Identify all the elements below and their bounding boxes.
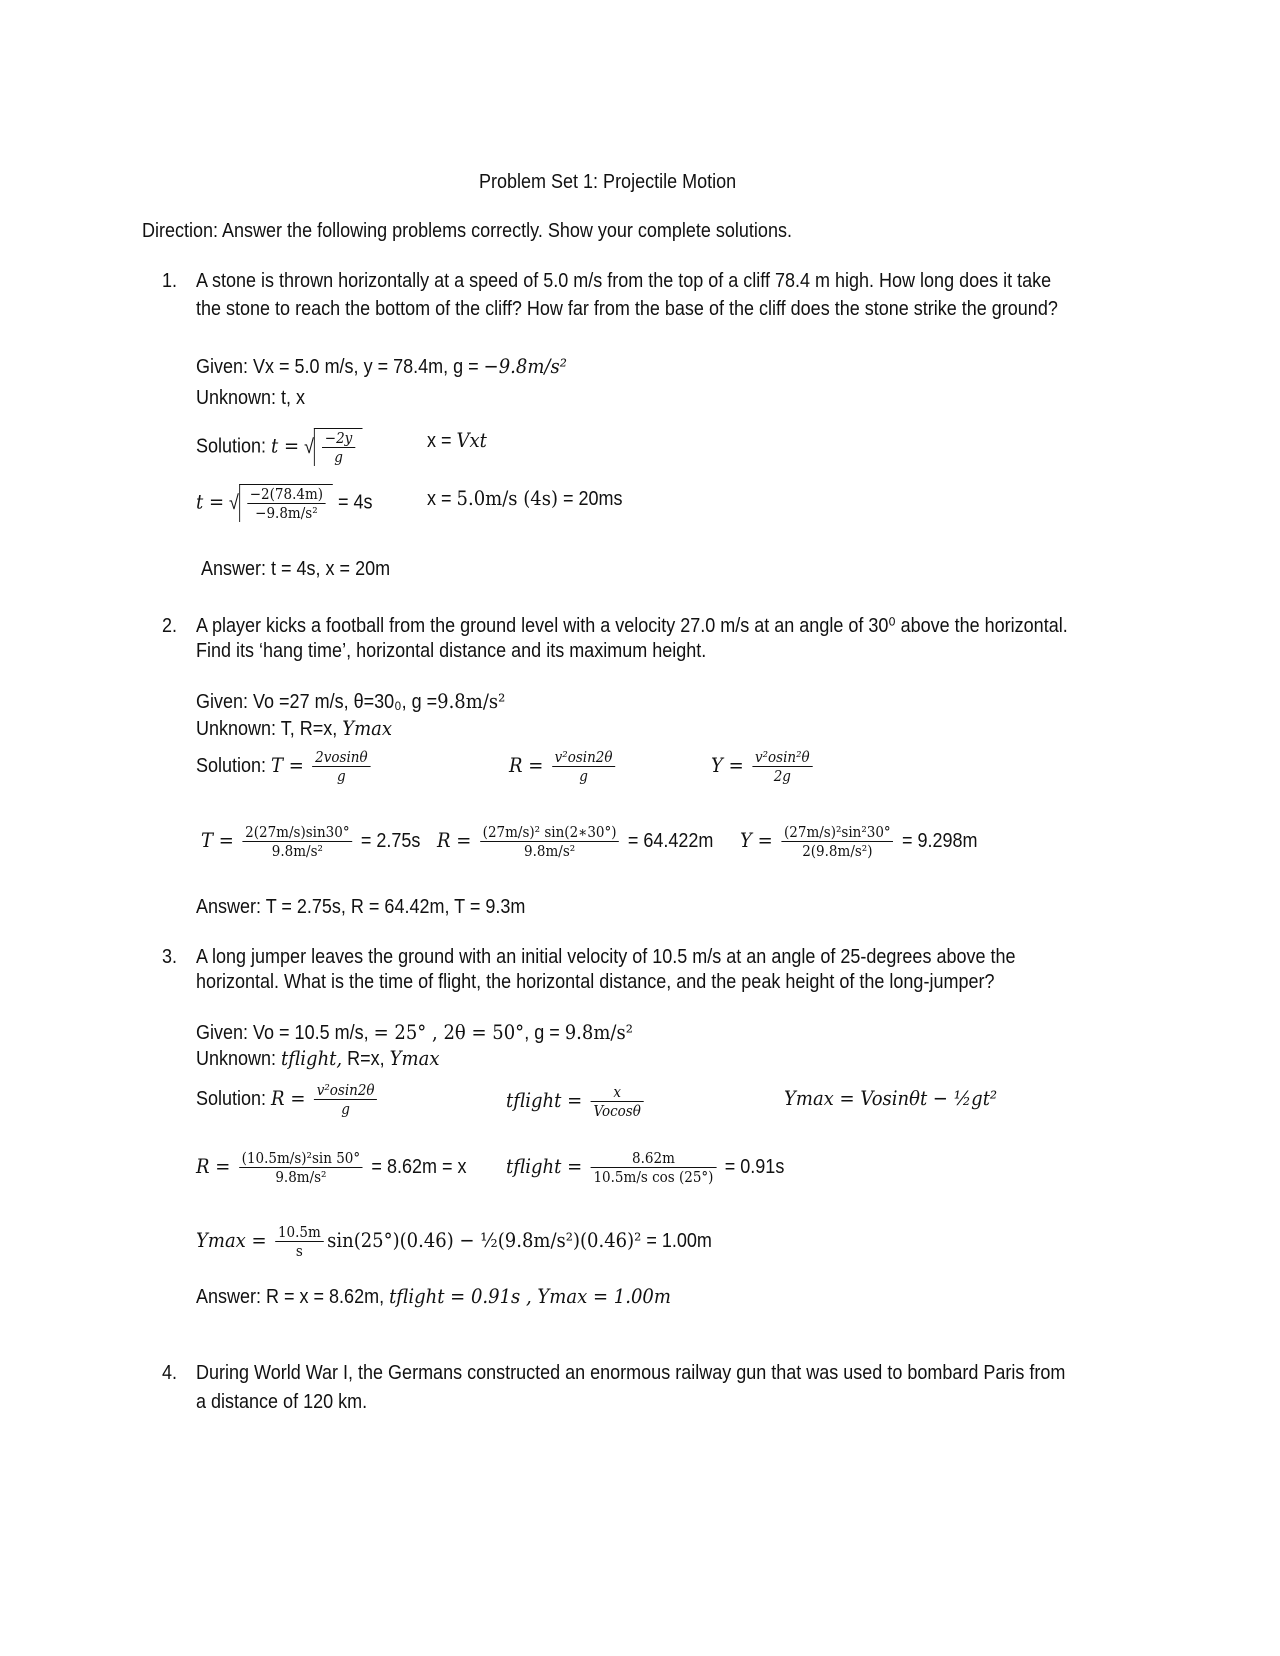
problem-1-unknown: Unknown: t, x xyxy=(196,387,306,409)
problem-1-text-line2: the stone to reach the bottom of the cliff? How far from the base of the cliff does the stone strike the ground? xyxy=(196,298,1058,320)
problem-3-unknown xyxy=(196,1046,439,1071)
t-equals: t = xyxy=(271,433,300,458)
ymax2-expression: sin(25°)(0.46) − ½(9.8m/s²)(0.46)² xyxy=(327,1228,642,1252)
unknown-ymax: Ymax xyxy=(389,1046,440,1070)
problem-3-ymax-computation xyxy=(196,1220,712,1261)
Y-denominator: 2g xyxy=(773,767,791,786)
t2-equals: t = xyxy=(196,489,225,514)
T2-equals: T = xyxy=(201,828,234,852)
sqrt-symbol-2: √ $\frac{-2(78.4m)}{\text{−9.8m/s²}}$ xyxy=(229,484,333,522)
problem-1-x-formula xyxy=(427,428,487,453)
tflight2-denominator: 10.5m/s cos (25°) xyxy=(593,1168,714,1187)
problem-4-text-line1: During World War I, the Germans constructed an enormous railway gun that was used to bombard Paris from xyxy=(196,1362,1066,1384)
tflight2-numerator: 8.62m xyxy=(591,1149,716,1168)
Y2-equals: Y = xyxy=(740,828,773,852)
problem-2-text-line2: Find its ‘hang time’, horizontal distance and its maximum height. xyxy=(196,640,707,662)
ymax2-result: = 1.00m xyxy=(641,1230,712,1252)
x2-expression: 5.0m/s (4s) xyxy=(456,486,558,510)
tflight2-result: = 0.91s xyxy=(724,1156,785,1178)
problem-3-given xyxy=(196,1020,633,1045)
R2-denominator: 9.8m/s² xyxy=(524,842,576,861)
problem-2-unknown xyxy=(196,716,392,741)
ymax-formula: Ymax = Vosinθt − ½gt² xyxy=(784,1086,998,1110)
R-numerator: v²osin2θ xyxy=(552,748,615,767)
given-g-label: , g = xyxy=(524,1022,565,1044)
tflight2-equals: tflight = xyxy=(506,1154,583,1178)
problem-1-t-computation xyxy=(196,484,372,522)
problem-3-tflight-computation xyxy=(506,1146,784,1187)
problem-2-R-computation xyxy=(437,820,713,861)
problem-3-answer xyxy=(196,1284,671,1309)
problem-4-text-line2: a distance of 120 km. xyxy=(196,1391,368,1413)
problem-2-Y-computation xyxy=(740,820,978,861)
R2-denominator: 9.8m/s² xyxy=(275,1168,327,1187)
given-gravity: −9.8m/s² xyxy=(483,354,567,378)
R2-numerator: (27m/s)² sin(2∗30°) xyxy=(480,823,619,842)
R2-result: = 64.422m xyxy=(627,830,714,852)
problem-3-text-line1: A long jumper leaves the ground with an initial velocity of 10.5 m/s at an angle of 25-degrees above the xyxy=(196,946,1016,968)
solution-label: Solution: xyxy=(196,755,272,777)
T-equals: T = xyxy=(271,753,304,777)
sqrt-symbol: √ $\frac{-2y}{g}$ xyxy=(304,428,362,466)
problem-1-number: 1. xyxy=(162,270,178,292)
given-gravity: 9.8m/s² xyxy=(437,689,506,713)
tflight-equals: tflight = xyxy=(506,1088,583,1112)
problem-3-formula-tflight xyxy=(506,1080,647,1121)
problem-3-formula-R xyxy=(196,1078,381,1119)
problem-2-given xyxy=(196,689,505,714)
x-formula: Vxt xyxy=(456,428,487,452)
problem-2-T-computation xyxy=(201,820,420,861)
problem-4-number: 4. xyxy=(162,1362,178,1384)
problem-2-number: 2. xyxy=(162,615,178,637)
problem-1-x-computation xyxy=(427,486,623,511)
given-angles: = 25° , 2θ = 50° xyxy=(373,1020,525,1044)
T-numerator: 2vosinθ xyxy=(312,748,370,767)
ymax2-frac-denominator: s xyxy=(295,1242,303,1261)
T2-result: = 2.75s xyxy=(360,830,421,852)
T-denominator: g xyxy=(337,767,346,786)
problem-3-text-line2: horizontal. What is the time of flight, the horizontal distance, and the peak height of the long-jumper? xyxy=(196,971,995,993)
given-label: Given: Vo =27 m/s, θ=30₀, g = xyxy=(196,691,438,713)
problem-2-formula-T xyxy=(196,745,374,786)
t-numerator: −2y xyxy=(322,429,355,448)
answer-label: Answer: R = x = 8.62m, xyxy=(196,1286,390,1308)
problem-1-answer: Answer: t = 4s, x = 20m xyxy=(201,558,391,580)
R2-numerator: (10.5m/s)²sin 50° xyxy=(239,1149,363,1168)
Y2-numerator: (27m/s)²sin²30° xyxy=(781,823,893,842)
t2-denominator: −9.8m/s² xyxy=(255,504,318,522)
T2-numerator: 2(27m/s)sin30° xyxy=(242,823,352,842)
problem-2-formula-R xyxy=(509,745,619,786)
t2-result: = 4s xyxy=(337,491,373,514)
page-title: Problem Set 1: Projectile Motion xyxy=(479,171,737,193)
R2-equals: R = xyxy=(196,1154,231,1178)
Y2-result: = 9.298m xyxy=(902,830,978,852)
solution-label: Solution: xyxy=(196,435,272,458)
x-formula-label: x = xyxy=(427,430,457,452)
t2-numerator: −2(78.4m) xyxy=(247,485,326,504)
ymax2-equals: Ymax = xyxy=(196,1228,267,1252)
Y-numerator: v²osin²θ xyxy=(752,748,812,767)
problem-1-solution-t xyxy=(196,428,362,466)
t-denominator: g xyxy=(334,448,343,466)
problem-1-text-line1: A stone is thrown horizontally at a speed of 5.0 m/s from the top of a cliff 78.4 m high. How long does it take xyxy=(196,270,1052,292)
T2-denominator: 9.8m/s² xyxy=(271,842,323,861)
unknown-label: Unknown: T, R=x, xyxy=(196,718,343,740)
R-equals: R = xyxy=(271,1086,306,1110)
answer-math: tflight = 0.91s , Ymax = 1.00m xyxy=(389,1284,671,1308)
unknown-label: Unknown: xyxy=(196,1048,282,1070)
tflight-numerator: x xyxy=(591,1083,644,1102)
direction-text: Direction: Answer the following problems correctly. Show your complete solutions. xyxy=(142,220,792,242)
R-denominator: g xyxy=(341,1100,350,1119)
solution-label: Solution: xyxy=(196,1088,272,1110)
tflight-denominator: Vocosθ xyxy=(593,1102,641,1121)
problem-2-text-line1: A player kicks a football from the ground level with a velocity 27.0 m/s at an angle of 30⁰ above the horizontal. xyxy=(196,615,1068,637)
R2-result: = 8.62m = x xyxy=(371,1156,467,1178)
unknown-ymax: Ymax xyxy=(342,716,393,740)
x2-result: = 20ms xyxy=(557,488,623,510)
R2-equals: R = xyxy=(437,828,472,852)
unknown-mid: R=x, xyxy=(342,1048,390,1070)
given-label: Given: Vx = 5.0 m/s, y = 78.4m, g = xyxy=(196,356,484,378)
problem-2-answer: Answer: T = 2.75s, R = 64.42m, T = 9.3m xyxy=(196,896,526,918)
problem-3-number: 3. xyxy=(162,946,178,968)
problem-1-given xyxy=(196,354,567,379)
given-label: Given: Vo = 10.5 m/s, xyxy=(196,1022,374,1044)
problem-3-formula-ymax xyxy=(784,1086,997,1111)
given-gravity: 9.8m/s² xyxy=(564,1020,633,1044)
R-equals: R = xyxy=(509,753,544,777)
problem-3-R-computation xyxy=(196,1146,466,1187)
Y-equals: Y = xyxy=(711,753,744,777)
R-denominator: g xyxy=(579,767,588,786)
R-numerator: v²osin2θ xyxy=(314,1081,377,1100)
problem-2-formula-Y xyxy=(711,745,816,786)
Y2-denominator: 2(9.8m/s²) xyxy=(802,842,873,861)
ymax2-frac-numerator: 10.5m xyxy=(275,1223,323,1242)
x2-label: x = xyxy=(427,488,457,510)
unknown-tflight: tflight, xyxy=(281,1046,343,1070)
